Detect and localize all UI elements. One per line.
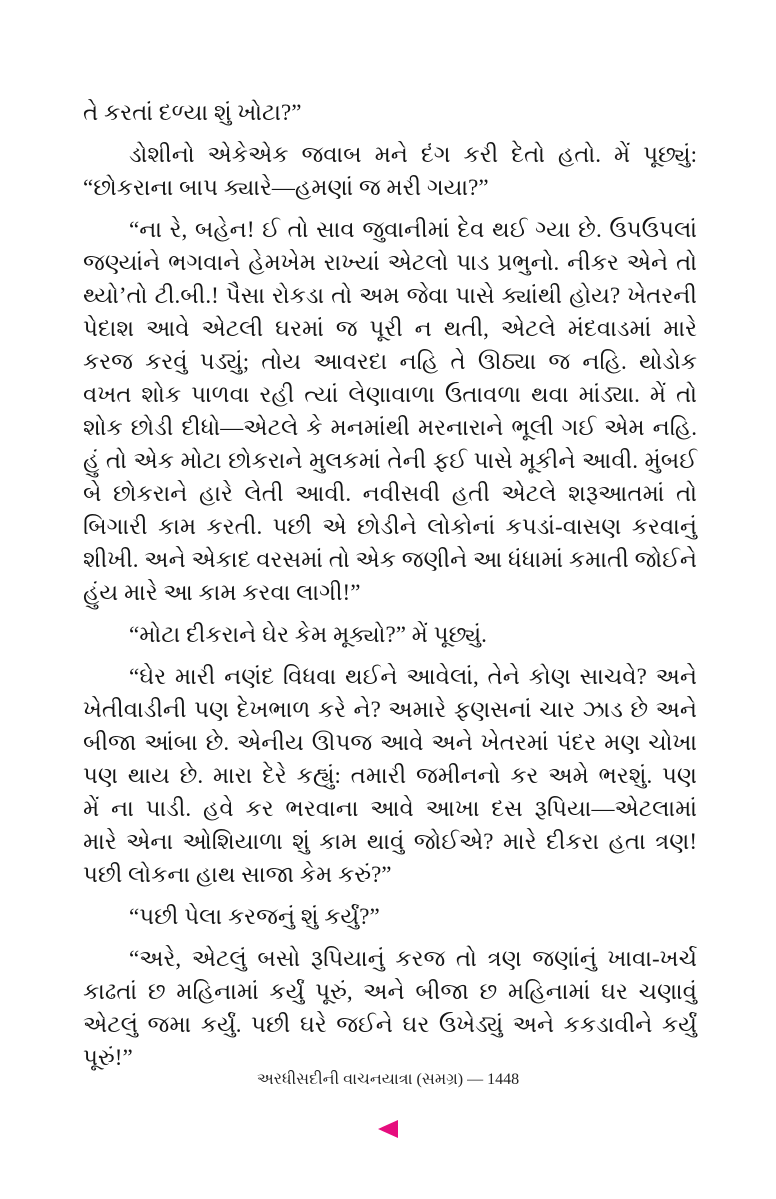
text-line: વખત શોક પાળવા રહી ત્યાં લેણાવાળા ઉતાવળા થવા માંડ્યા. મેં તો [83, 382, 697, 407]
text-line: બીજા આંબા છે. એનીય ઊપજ આવે અને ખેતરમાં પંદર મણ ચોખા [83, 730, 697, 755]
text-line: ડોશીનો એકેએક જવાબ મને દંગ કરી દેતો હતો. મેં પૂછ્યું: [129, 142, 697, 167]
text-line: તે કરતાં દળ્યા શું ખોટા?” [83, 100, 302, 125]
paragraph [83, 660, 697, 891]
left-triangle-icon [378, 1120, 398, 1138]
text-line: “છોકરાના બાપ ક્યારે—હમણાં જ મરી ગયા?” [83, 175, 489, 200]
text-line: ખેતીવાડીની પણ દેખભાળ કરે ને? અમારે ફણસનાં ચાર ઝાડ છે અને [83, 697, 697, 722]
text-line: બિગારી કામ કરતી. પછી એ છોડીને લોકોનાં કપડાં-વાસણ કરવાનું [83, 514, 697, 539]
text-line: કાઢતાં છ મહિનામાં કર્યું પૂરું, અને બીજા છ મહિનામાં ઘર ચણાવું [83, 979, 697, 1004]
text-line: “પછી પેલા કરજનું શું કર્યું?” [129, 904, 380, 929]
text-line: પેદાશ આવે એટલી ઘરમાં જ પૂરી ન થતી, એટલે મંદવાડમાં મારે [83, 316, 697, 341]
text-line: શીખી. અને એકાદ વરસમાં તો એક જણીને આ ધંધામાં કમાતી જોઈને [83, 547, 697, 572]
text-line: મારે એના ઓશિયાળા શું કામ થાવું જોઈએ? મારે દીકરા હતા ત્રણ! [83, 829, 697, 854]
text-line: શોક છોડી દીધો—એટલે કે મનમાંથી મરનારાને ભૂલી ગઈ એમ નહિ. [83, 415, 697, 440]
text-line: મેં ના પાડી. હવે કર ભરવાના આવે આખા દસ રૂપિયા—એટલામાં [83, 796, 697, 821]
prev-page-button[interactable] [374, 1118, 402, 1140]
body-text [83, 96, 697, 1074]
text-line: કરજ કરવું પડ્યું; તોય આવરદા નહિ તે ઊઠ્યા જ નહિ. થોડોક [83, 349, 697, 374]
text-line: હુંય મારે આ કામ કરવા લાગી!” [83, 580, 361, 605]
text-line: પછી લોકના હાથ સાજા કેમ કરું?” [83, 862, 392, 887]
text-line: હું તો એક મોટા છોકરાને મુલકમાં તેની ફઈ પાસે મૂકીને આવી. મુંબઈ [83, 448, 697, 473]
paragraph [83, 942, 697, 1074]
text-line: પણ થાય છે. મારા દેરે કહ્યું: તમારી જમીનનો કર અમે ભરશું. પણ [83, 763, 697, 788]
text-line: થ્યો’તો ટી.બી.! પૈસા રોકડા તો અમ જેવા પાસે ક્યાંથી હોય? ખેતરની [83, 283, 697, 308]
text-line: “ઘેર મારી નણંદ વિધવા થઈને આવેલાં, તેને કોણ સાચવે? અને [129, 664, 697, 689]
paragraph [83, 138, 697, 204]
paragraph [83, 900, 697, 933]
text-line: જણ્યાંને ભગવાને હેમખેમ રાખ્યાં એટલો પાડ પ્રભુનો. નીકર એને તો [83, 250, 697, 275]
page-footer [0, 1068, 776, 1092]
text-line: એટલું જમા કર્યું. પછી ઘરે જઈને ઘર ઉખેડ્યું અને કકડાવીને કર્યું પૂરું!” [83, 1012, 697, 1070]
text-line: “ના રે, બહેન! ઈ તો સાવ જુવાનીમાં દેવ થઈ ગ્યા છે. ઉપઉપલાં [129, 217, 697, 242]
footer-text: અરધીસદીની વાચનયાત્રા (સમગ્ર) — 1448 [256, 1071, 520, 1088]
paragraph [83, 618, 697, 651]
paragraph [83, 213, 697, 609]
text-line: “અરે, એટલું બસો રૂપિયાનું કરજ તો ત્રણ જણાંનું ખાવા-ખર્ચ [129, 946, 697, 971]
paragraph [83, 96, 697, 129]
text-line: બે છોકરાને હારે લેતી આવી. નવીસવી હતી એટલે શરૂઆતમાં તો [83, 481, 697, 506]
text-line: “મોટા દીકરાને ઘેર કેમ મૂક્યો?” મેં પૂછ્યું. [129, 622, 487, 647]
